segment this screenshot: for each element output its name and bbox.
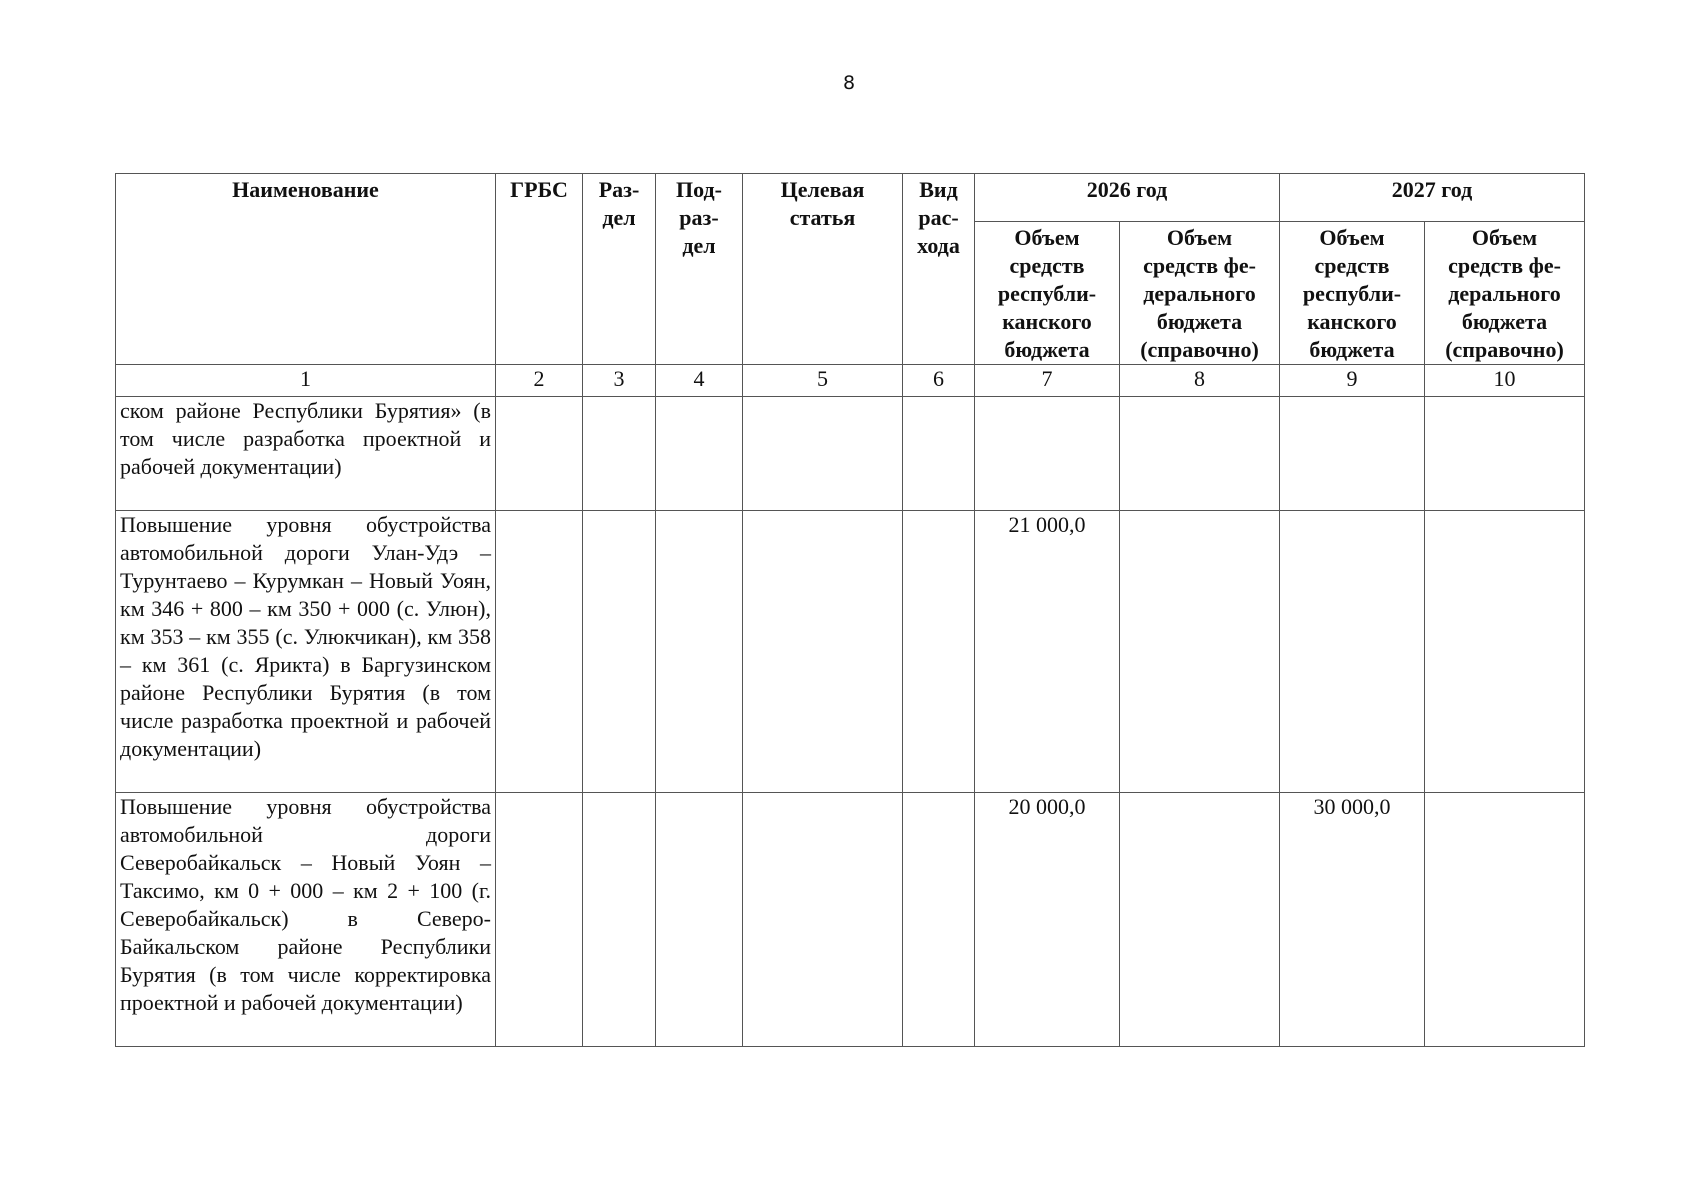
header-year-2026: 2026 год <box>975 174 1280 222</box>
column-number: 8 <box>1120 365 1280 397</box>
row-name: ском районе Республики Бурятия» (в том числе разработка проектной и рабочей документации) <box>116 397 496 511</box>
row-target <box>743 793 903 1047</box>
row-2026-federal <box>1120 511 1280 793</box>
column-number-row <box>116 365 1585 397</box>
column-number: 1 <box>116 365 496 397</box>
row-2027-republic: 30 000,0 <box>1280 793 1425 1047</box>
column-number: 2 <box>496 365 583 397</box>
header-expense-type <box>903 174 975 365</box>
row-razdel <box>583 397 656 511</box>
header-target-text: Целевая статья <box>780 177 865 230</box>
row-2026-federal <box>1120 397 1280 511</box>
row-podrazdel <box>656 511 743 793</box>
row-name: Повышение уровня обустройства автомобильной дороги Улан-Удэ – Турунтаево – Курумкан – Новый Уоян, км 346 + 800 – км 350 + 000 (с. Улюн), км 353 – км 355 (с. Улюкчикан), км 358 – км 361 (с. Ярикта) в Баргузинском районе Республики Бурятия (в том числе разработка проектной и рабочей документации) <box>116 511 496 793</box>
header-2026-republic <box>975 222 1120 365</box>
header-year-2027: 2027 год <box>1280 174 1585 222</box>
header-2026-federal <box>1120 222 1280 365</box>
row-expense-type <box>903 511 975 793</box>
row-2027-federal <box>1425 511 1585 793</box>
row-grbs <box>496 511 583 793</box>
table-row <box>116 511 1585 793</box>
column-number: 10 <box>1425 365 1585 397</box>
row-target <box>743 397 903 511</box>
row-target <box>743 511 903 793</box>
row-expense-type <box>903 397 975 511</box>
table-row <box>116 793 1585 1047</box>
header-name: Наименование <box>116 174 496 365</box>
row-podrazdel <box>656 793 743 1047</box>
column-number: 3 <box>583 365 656 397</box>
header-razdel <box>583 174 656 365</box>
row-grbs <box>496 793 583 1047</box>
row-grbs <box>496 397 583 511</box>
column-number: 5 <box>743 365 903 397</box>
row-name: Повышение уровня обустройства автомобильной дороги Северобайкальск – Новый Уоян – Таксимо, км 0 + 000 – км 2 + 100 (г. Северобайкальск) в Северо-Байкальском районе Республики Бурятия (в том числе корректировка проектной и рабочей документации) <box>116 793 496 1047</box>
column-number: 4 <box>656 365 743 397</box>
row-2026-republic: 20 000,0 <box>975 793 1120 1047</box>
header-2027-federal-text: Объем средств фе- дерального бюджета (справочно) <box>1445 225 1564 362</box>
table-row <box>116 397 1585 511</box>
row-2026-republic <box>975 397 1120 511</box>
column-number: 6 <box>903 365 975 397</box>
header-2027-republic <box>1280 222 1425 365</box>
row-expense-type <box>903 793 975 1047</box>
row-2026-republic: 21 000,0 <box>975 511 1120 793</box>
header-2026-federal-text: Объем средств фе- дерального бюджета (справочно) <box>1140 225 1259 362</box>
row-2027-federal <box>1425 793 1585 1047</box>
row-podrazdel <box>656 397 743 511</box>
row-2027-republic <box>1280 397 1425 511</box>
page-number: 8 <box>842 72 856 94</box>
row-razdel <box>583 511 656 793</box>
row-2026-federal <box>1120 793 1280 1047</box>
column-number: 7 <box>975 365 1120 397</box>
row-2027-federal <box>1425 397 1585 511</box>
row-razdel <box>583 793 656 1047</box>
row-2027-republic <box>1280 511 1425 793</box>
header-podrazdel <box>656 174 743 365</box>
header-podrazdel-text: Под- раз- дел <box>676 177 722 258</box>
header-2027-federal <box>1425 222 1585 365</box>
header-grbs: ГРБС <box>496 174 583 365</box>
header-2026-republic-text: Объем средств республи- канского бюджета <box>997 225 1097 362</box>
header-razdel-text: Раз- дел <box>598 177 640 230</box>
header-target <box>743 174 903 365</box>
column-number: 9 <box>1280 365 1425 397</box>
budget-table <box>115 173 1585 1047</box>
header-2027-republic-text: Объем средств республи- канского бюджета <box>1302 225 1402 362</box>
header-expense-type-text: Вид рас- хода <box>917 177 960 258</box>
